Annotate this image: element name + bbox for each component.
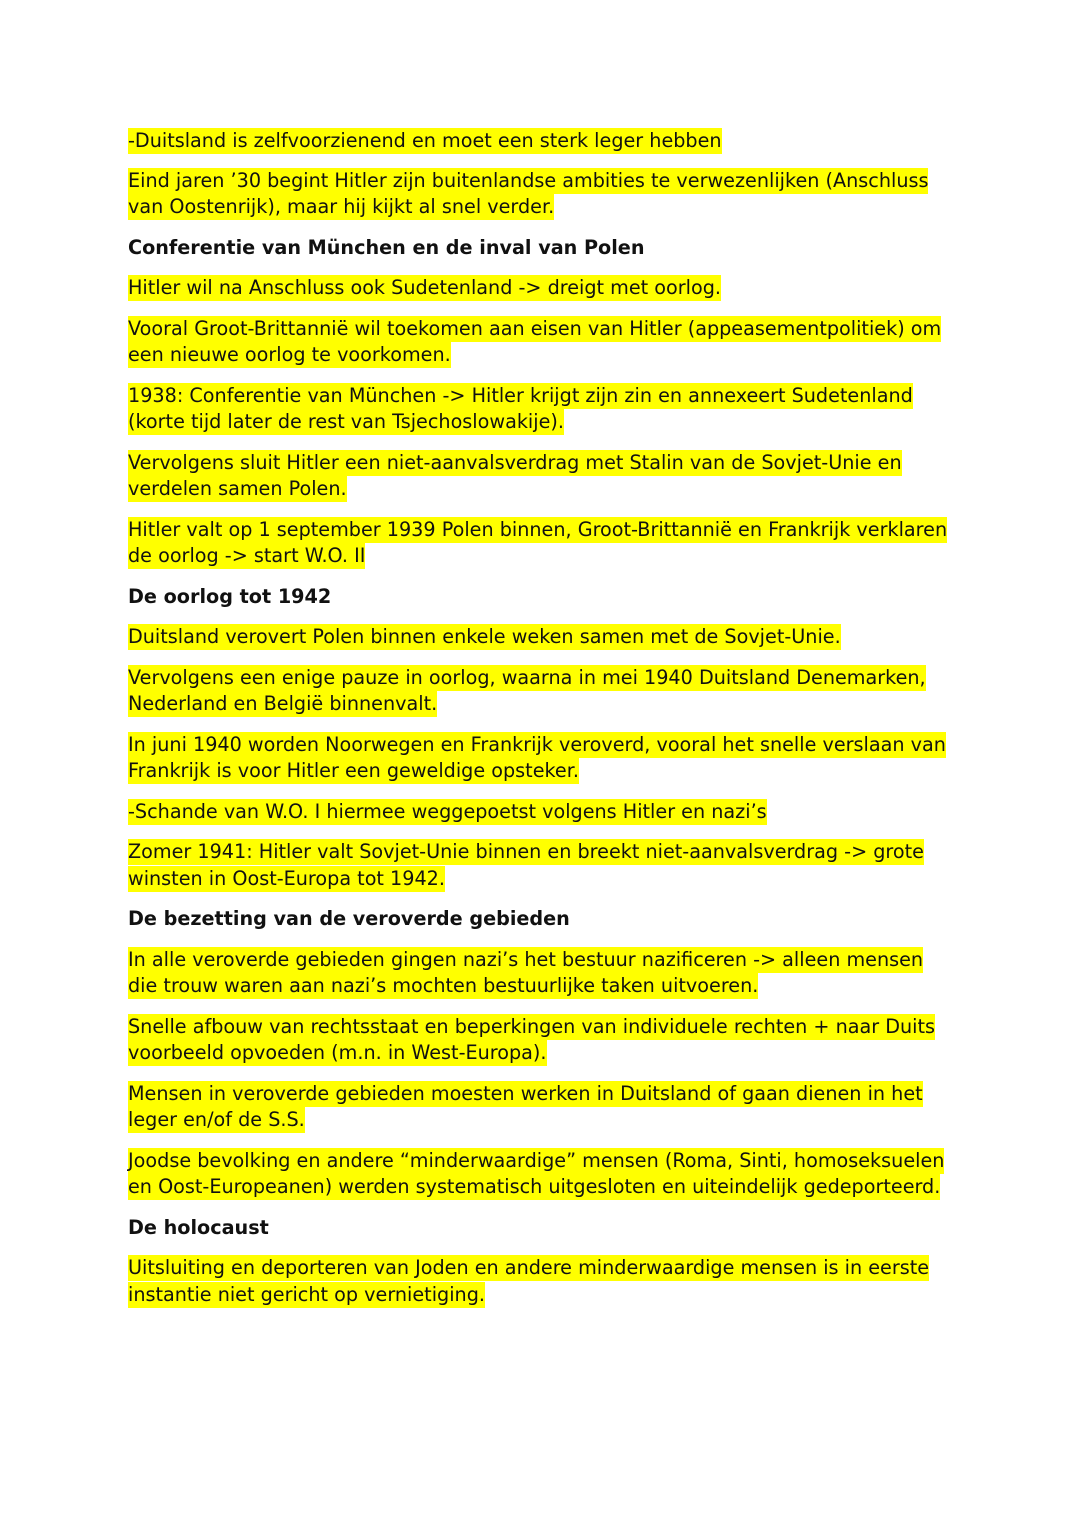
paragraph	[128, 275, 958, 302]
paragraph	[128, 1014, 958, 1067]
highlighted-text: -Duitsland is zelfvoorzienend en moet een sterk leger hebben	[128, 129, 722, 152]
highlighted-text: Hitler wil na Anschluss ook Sudetenland -> dreigt met oorlog.	[128, 276, 722, 299]
highlighted-text: Joodse bevolking en andere “minderwaardige” mensen (Roma, Sinti, homoseksuelen en Oost-Europeanen) werden systematisch uitgesloten en uiteindelijk gedeporteerd.	[128, 1148, 945, 1198]
section-heading-holocaust: De holocaust	[128, 1215, 269, 1239]
document-page	[128, 128, 958, 1322]
paragraph	[128, 1255, 958, 1308]
paragraph	[128, 665, 958, 718]
paragraph	[128, 732, 958, 785]
paragraph	[128, 947, 958, 1000]
paragraph	[128, 1148, 958, 1201]
highlighted-text: Duitsland verovert Polen binnen enkele weken samen met de Sovjet-Unie.	[128, 625, 841, 648]
highlighted-text: 1938: Conferentie van München -> Hitler krijgt zijn zin en annexeert Sudetenland (korte tijd later de rest van Tsjechoslowakije).	[128, 383, 913, 433]
highlighted-text: In alle veroverde gebieden gingen nazi’s het bestuur nazificeren -> alleen mensen die trouw waren aan nazi’s mochten bestuurlijke taken uitvoeren.	[128, 947, 924, 997]
paragraph	[128, 128, 958, 155]
section-heading-bezetting: De bezetting van de veroverde gebieden	[128, 907, 570, 930]
highlighted-text: Snelle afbouw van rechtsstaat en beperkingen van individuele rechten + naar Duits voorbeeld opvoeden (m.n. in West-Europa).	[128, 1014, 936, 1064]
highlighted-text: Hitler valt op 1 september 1939 Polen binnen, Groot-Brittannië en Frankrijk verklaren de oorlog -> start W.O. II	[128, 517, 948, 567]
section-heading-oorlog-tot-1942: De oorlog tot 1942	[128, 584, 332, 608]
paragraph	[128, 1081, 958, 1134]
section-heading-muenchen: Conferentie van München en de inval van Polen	[128, 235, 645, 259]
paragraph	[128, 168, 958, 221]
highlighted-text: Vooral Groot-Brittannië wil toekomen aan eisen van Hitler (appeasementpolitiek) om een nieuwe oorlog te voorkomen.	[128, 316, 942, 366]
paragraph	[128, 316, 958, 369]
paragraph	[128, 450, 958, 503]
highlighted-text: Vervolgens sluit Hitler een niet-aanvalsverdrag met Stalin van de Sovjet-Unie en verdelen samen Polen.	[128, 450, 902, 500]
highlighted-text: Uitsluiting en deporteren van Joden en andere minderwaardige mensen is in eerste instantie niet gericht op vernietiging.	[128, 1256, 930, 1306]
paragraph	[128, 799, 958, 826]
highlighted-text: Zomer 1941: Hitler valt Sovjet-Unie binnen en breekt niet-aanvalsverdrag -> grote winsten in Oost-Europa tot 1942.	[128, 840, 924, 890]
highlighted-text: -Schande van W.O. I hiermee weggepoetst volgens Hitler en nazi’s	[128, 799, 767, 823]
highlighted-text: In juni 1940 worden Noorwegen en Frankrijk veroverd, vooral het snelle verslaan van Frankrijk is voor Hitler een geweldige opsteker.	[128, 732, 946, 782]
paragraph	[128, 624, 958, 651]
paragraph	[128, 517, 958, 570]
paragraph	[128, 839, 958, 892]
highlighted-text: Vervolgens een enige pauze in oorlog, waarna in mei 1940 Duitsland Denemarken, Nederland en België binnenvalt.	[128, 665, 926, 715]
highlighted-text: Eind jaren ’30 begint Hitler zijn buitenlandse ambities te verwezenlijken (Anschluss van Oostenrijk), maar hij kijkt al snel verder.	[128, 168, 929, 218]
paragraph	[128, 383, 958, 436]
highlighted-text: Mensen in veroverde gebieden moesten werken in Duitsland of gaan dienen in het leger en/of de S.S.	[128, 1081, 923, 1131]
